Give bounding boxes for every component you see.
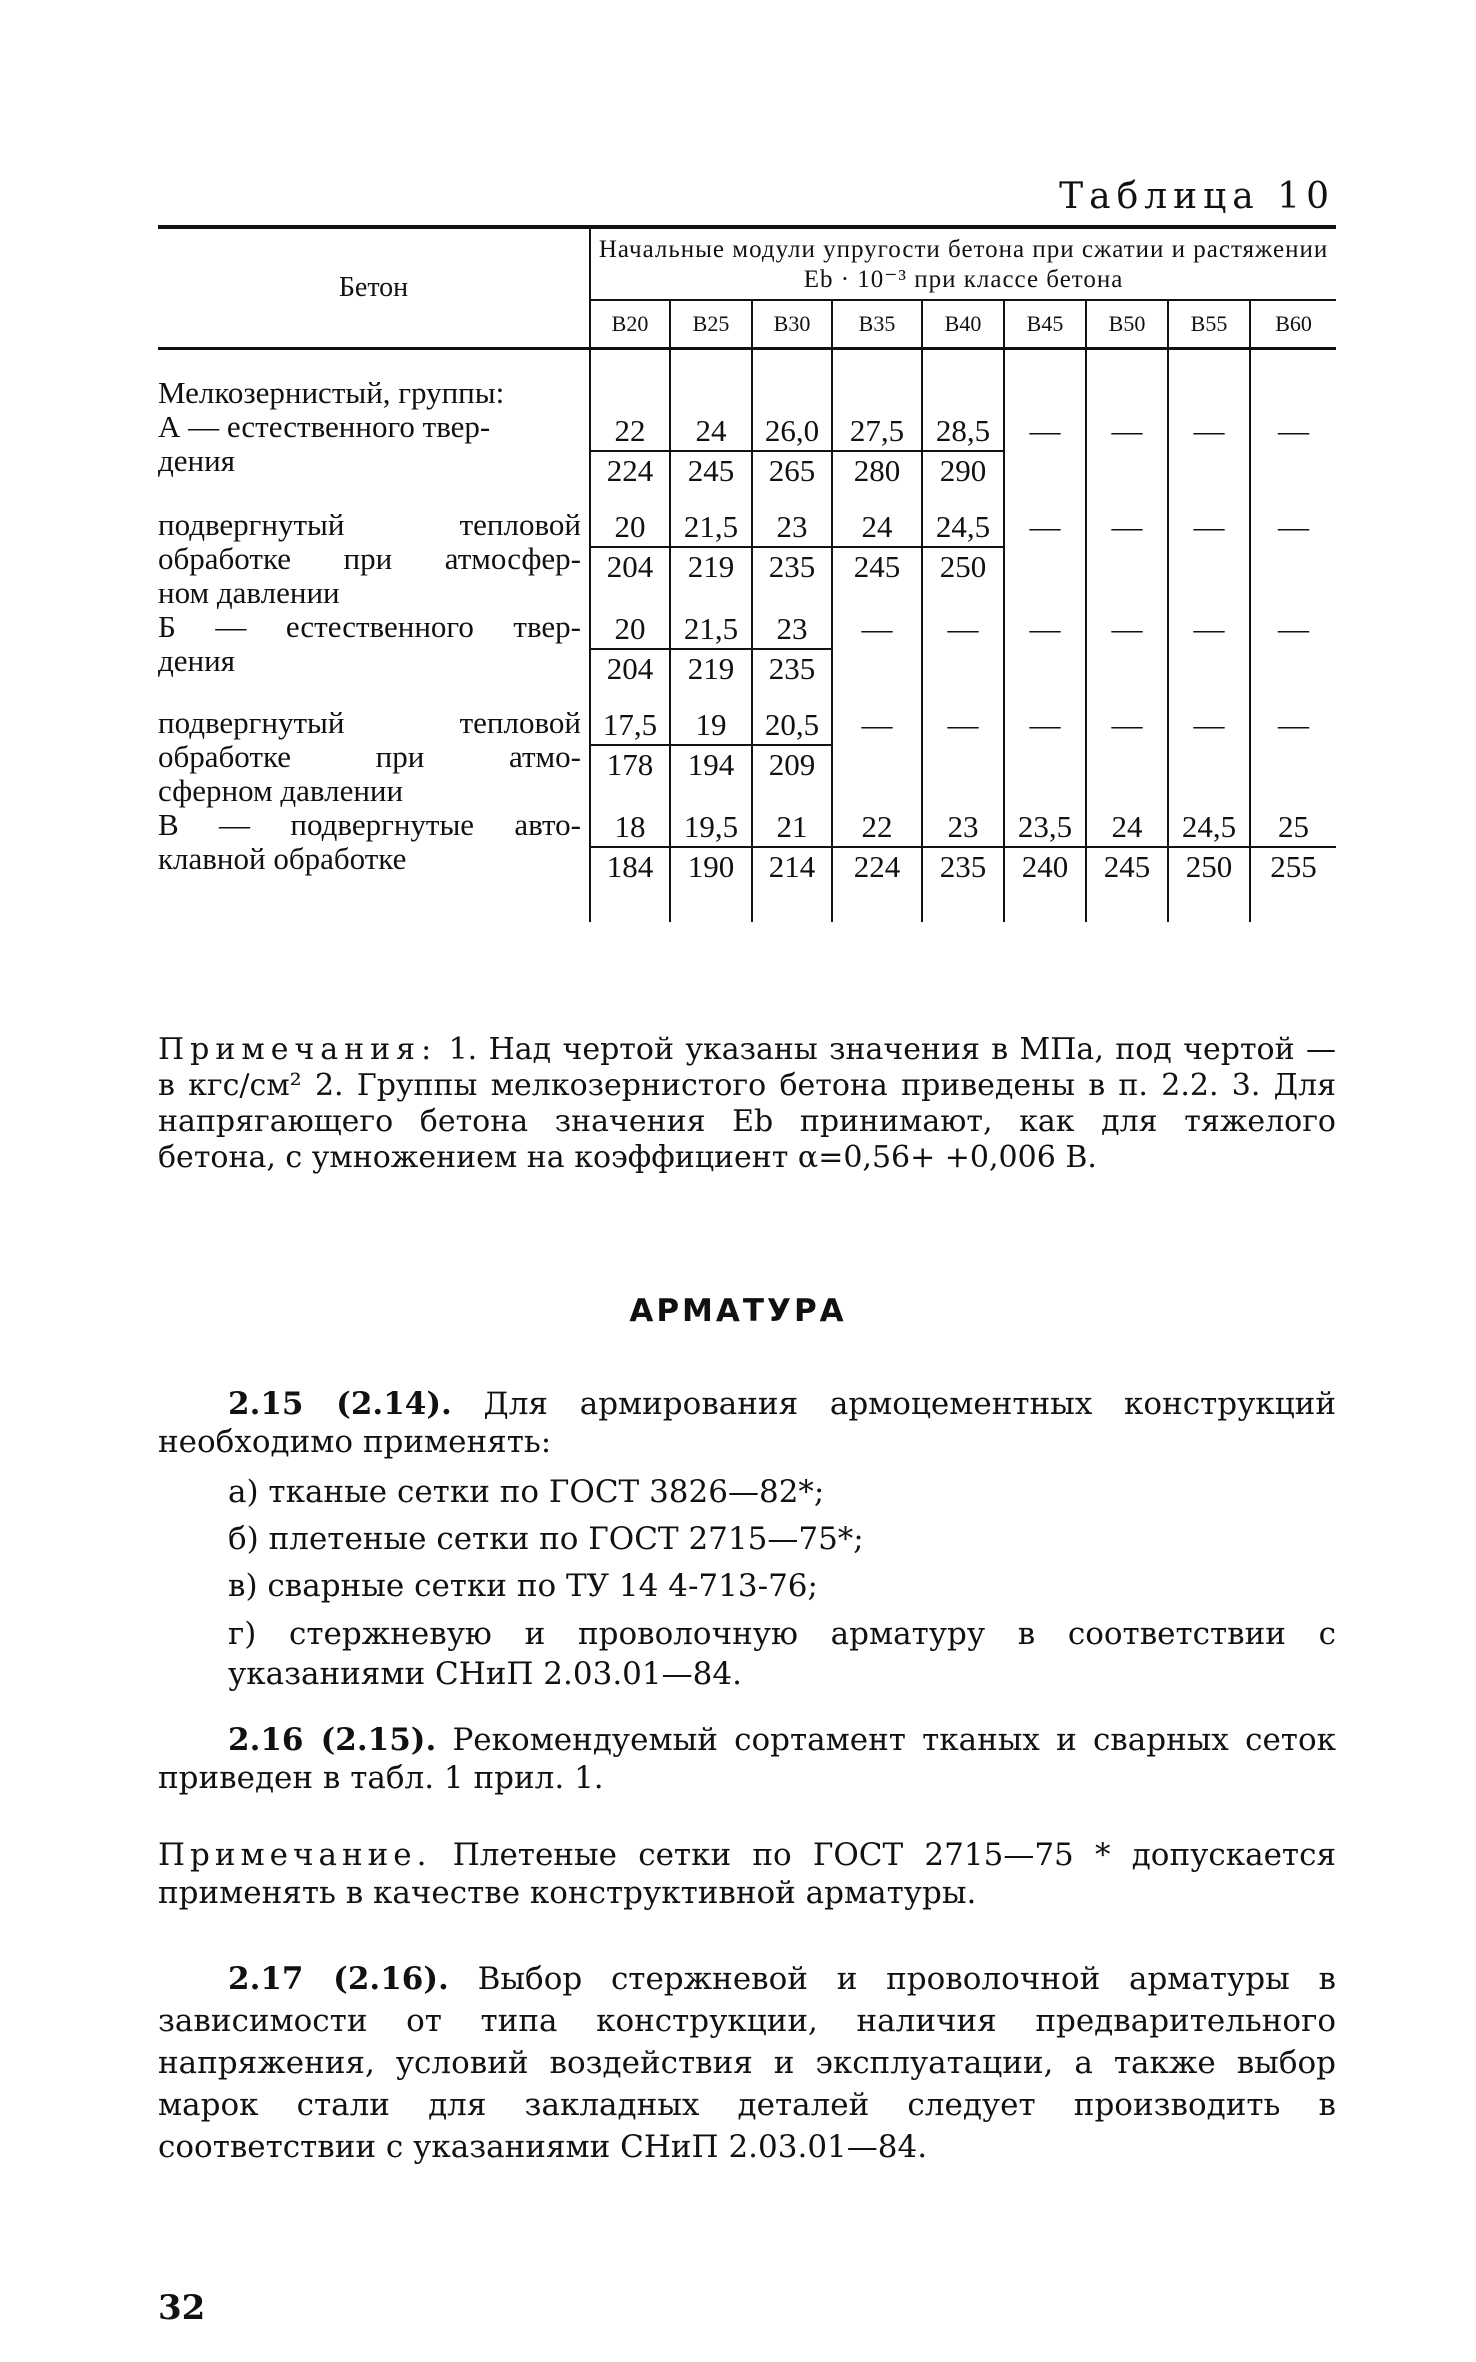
header-class-3: В35 (832, 300, 922, 349)
row-label-line: ном давлении (158, 575, 340, 610)
value-kgf: 224 (853, 849, 901, 884)
value-dash: — (1278, 707, 1310, 742)
value-dash: — (1111, 509, 1143, 544)
value-cell (922, 376, 1004, 490)
page-number: 32 (158, 2288, 206, 2328)
value-mpa: 24 (671, 412, 751, 452)
value-cell (1004, 706, 1086, 808)
row-label-line: клавной обработке (158, 841, 407, 876)
row-label-line: А — естественного твер- (158, 409, 491, 444)
value-cell (1250, 610, 1336, 688)
value-mpa: 23,5 (1005, 808, 1085, 848)
value-cell (1086, 610, 1168, 688)
section-heading: АРМАТУРА (629, 1293, 847, 1329)
value-cell (670, 706, 752, 808)
value-cell (1168, 610, 1250, 688)
row-label-line: Б — естественного твер- (158, 609, 581, 644)
header-class-4: В40 (922, 300, 1004, 349)
value-cell (922, 508, 1004, 610)
row-label-line: подвергнутый тепловой (158, 507, 581, 542)
value-kgf: 255 (1270, 849, 1317, 884)
value-kgf: 290 (939, 453, 987, 488)
value-cell (1086, 376, 1168, 490)
paragraph-2-17 (158, 1958, 1336, 2168)
value-cell (752, 808, 832, 886)
value-cell (1168, 508, 1250, 610)
value-mpa: 20 (591, 508, 669, 548)
value-kgf: 245 (1103, 849, 1151, 884)
paragraph-number: 2.15 (2.14). (228, 1386, 452, 1422)
value-cell (590, 508, 670, 610)
notes-text: 1. Над чертой указаны значения в МПа, под чертой — в кгс/см² 2. Группы мелкозернистого бетона приведены в п. 2.2. 3. Для напрягающего бетона значения Eb принимают, как для тяжелого бетона, с умножением на коэффициент α=0,56+ +0,006 В. (158, 1032, 1336, 1175)
value-cell (832, 610, 922, 688)
value-cell (1086, 706, 1168, 808)
value-kgf: 250 (939, 549, 987, 584)
row-label-line: В — подвергнутые авто- (158, 807, 581, 842)
value-mpa: 23 (923, 808, 1003, 848)
header-class-5: В45 (1004, 300, 1086, 349)
value-mpa: 27,5 (833, 412, 921, 452)
value-kgf: 194 (687, 747, 735, 782)
value-cell (1086, 508, 1168, 610)
value-kgf: 280 (853, 453, 901, 488)
value-cell (922, 610, 1004, 688)
value-dash: — (1029, 509, 1061, 544)
value-dash: — (1278, 413, 1310, 448)
value-cell (1168, 706, 1250, 808)
row-label-line: дения (158, 443, 235, 478)
list-item: а) тканые сетки по ГОСТ 3826—82*; (228, 1474, 825, 1510)
value-mpa: 22 (833, 808, 921, 848)
row-label (158, 808, 590, 886)
value-mpa: 20 (591, 610, 669, 650)
table-row (158, 508, 1336, 610)
value-mpa: 19,5 (671, 808, 751, 848)
value-cell (590, 376, 670, 490)
paragraph-text: Рекомендуемый сортамент тканых и сварных сеток приведен в табл. 1 прил. 1. (158, 1722, 1336, 1796)
row-label-line: сферном давлении (158, 773, 404, 808)
paragraph-number: 2.16 (2.15). (228, 1722, 437, 1758)
value-mpa: 26,0 (753, 412, 831, 452)
value-cell (1250, 376, 1336, 490)
elastic-modulus-table (158, 225, 1336, 922)
row-label-line: Мелкозернистый, группы: (158, 375, 505, 410)
value-mpa: 23 (753, 610, 831, 650)
value-cell (1004, 610, 1086, 688)
value-cell (1086, 808, 1168, 886)
header-class-1: В25 (670, 300, 752, 349)
list-item: в) сварные сетки по ТУ 14 4-713-76; (228, 1568, 818, 1604)
value-cell (832, 706, 922, 808)
value-mpa: 21 (753, 808, 831, 848)
paragraph-2-16 (158, 1721, 1336, 1797)
value-cell (752, 610, 832, 688)
header-class-7: В55 (1168, 300, 1250, 349)
paragraph-text: Выбор стержневой и проволочной арматуры в зависимости от типа конструкции, наличия предварительного напряжения, условий воздействия и эксплуатации, а также выбор марок стали для закладных деталей следует производить в соответствии с указаниями СНиП 2.03.01—84. (158, 1961, 1336, 2165)
value-mpa: 24,5 (1169, 808, 1249, 848)
value-cell (832, 508, 922, 610)
value-dash: — (1111, 611, 1143, 646)
value-mpa: 24 (1087, 808, 1167, 848)
note-label: Примечание. (158, 1837, 432, 1873)
value-kgf: 235 (939, 849, 987, 884)
value-dash: — (1111, 413, 1143, 448)
header-modulus-group: Начальные модули упругости бетона при сжатии и растяжении Eb · 10⁻³ при классе бетона (590, 227, 1336, 300)
table-row (158, 808, 1336, 886)
value-cell (922, 808, 1004, 886)
value-kgf: 265 (768, 453, 816, 488)
list-item: г) стержневую и проволочную арматуру в соответствии с указаниями СНиП 2.03.01—84. (228, 1616, 1336, 1692)
value-cell (1004, 376, 1086, 490)
value-mpa: 21,5 (671, 610, 751, 650)
value-mpa: 20,5 (753, 706, 831, 746)
value-kgf: 204 (606, 549, 654, 584)
value-cell (590, 706, 670, 808)
value-cell (670, 610, 752, 688)
value-kgf: 245 (687, 453, 735, 488)
value-cell (752, 376, 832, 490)
value-mpa: 17,5 (591, 706, 669, 746)
table-notes (158, 1032, 1336, 1176)
value-kgf: 214 (768, 849, 816, 884)
value-dash: — (1193, 611, 1225, 646)
value-cell (590, 610, 670, 688)
row-label-line: обработке при атмосфер- (158, 541, 581, 576)
paragraph-text: Для армирования армоцементных конструкций необходимо применять: (158, 1386, 1336, 1460)
value-mpa: 24,5 (923, 508, 1003, 548)
value-kgf: 190 (687, 849, 735, 884)
note-text: Плетеные сетки по ГОСТ 2715—75 * допускается применять в качестве конструктивной арматуры. (158, 1837, 1336, 1911)
value-cell (670, 376, 752, 490)
value-cell (1250, 706, 1336, 808)
table-caption: Таблица 10 (1059, 176, 1335, 217)
value-dash: — (1193, 509, 1225, 544)
value-mpa: 25 (1251, 808, 1336, 848)
notes-label: Примечания: (158, 1032, 438, 1067)
value-kgf: 224 (606, 453, 654, 488)
header-class-6: В50 (1086, 300, 1168, 349)
value-cell (1168, 376, 1250, 490)
paragraph-2-15 (158, 1385, 1336, 1461)
value-kgf: 235 (768, 549, 816, 584)
row-label-line: подвергнутый тепловой (158, 705, 581, 740)
value-kgf: 245 (853, 549, 901, 584)
header-class-0: В20 (590, 300, 670, 349)
value-dash: — (1029, 611, 1061, 646)
header-concrete: Бетон (158, 227, 590, 349)
value-dash: — (1193, 707, 1225, 742)
row-label (158, 376, 590, 490)
value-kgf: 219 (687, 549, 735, 584)
value-cell (832, 376, 922, 490)
value-cell (1250, 508, 1336, 610)
value-kgf: 178 (606, 747, 654, 782)
value-kgf: 204 (606, 651, 654, 686)
value-kgf: 219 (687, 651, 735, 686)
value-mpa: 28,5 (923, 412, 1003, 452)
value-dash: — (1111, 707, 1143, 742)
row-label-line: дения (158, 643, 235, 678)
value-kgf: 250 (1185, 849, 1233, 884)
header-class-8: В60 (1250, 300, 1336, 349)
value-cell (670, 508, 752, 610)
value-kgf: 184 (606, 849, 654, 884)
value-kgf: 240 (1021, 849, 1069, 884)
table-row (158, 706, 1336, 808)
value-dash: — (947, 707, 979, 742)
value-mpa: 19 (671, 706, 751, 746)
value-cell (590, 808, 670, 886)
header-class-2: В30 (752, 300, 832, 349)
value-dash: — (1029, 413, 1061, 448)
value-kgf: 209 (768, 747, 816, 782)
value-dash: — (1029, 707, 1061, 742)
value-mpa: 24 (833, 508, 921, 548)
value-dash: — (1278, 509, 1310, 544)
paragraph-number: 2.17 (2.16). (228, 1961, 449, 1997)
value-dash: — (1193, 413, 1225, 448)
row-label-line: обработке при атмо- (158, 739, 581, 774)
value-cell (752, 508, 832, 610)
value-cell (670, 808, 752, 886)
value-dash: — (947, 611, 979, 646)
value-dash: — (861, 611, 893, 646)
value-dash: — (861, 707, 893, 742)
value-cell (1250, 808, 1336, 886)
value-cell (832, 808, 922, 886)
value-cell (1168, 808, 1250, 886)
value-dash: — (1278, 611, 1310, 646)
row-label (158, 508, 590, 610)
table-row (158, 610, 1336, 688)
value-cell (1004, 508, 1086, 610)
value-mpa: 23 (753, 508, 831, 548)
value-cell (752, 706, 832, 808)
value-cell (922, 706, 1004, 808)
value-cell (1004, 808, 1086, 886)
note-2 (158, 1836, 1336, 1912)
value-mpa: 21,5 (671, 508, 751, 548)
row-label (158, 706, 590, 808)
value-mpa: 18 (591, 808, 669, 848)
value-mpa: 22 (591, 412, 669, 452)
row-label (158, 610, 590, 688)
table-row (158, 376, 1336, 490)
value-kgf: 235 (768, 651, 816, 686)
list-item: б) плетеные сетки по ГОСТ 2715—75*; (228, 1521, 864, 1557)
